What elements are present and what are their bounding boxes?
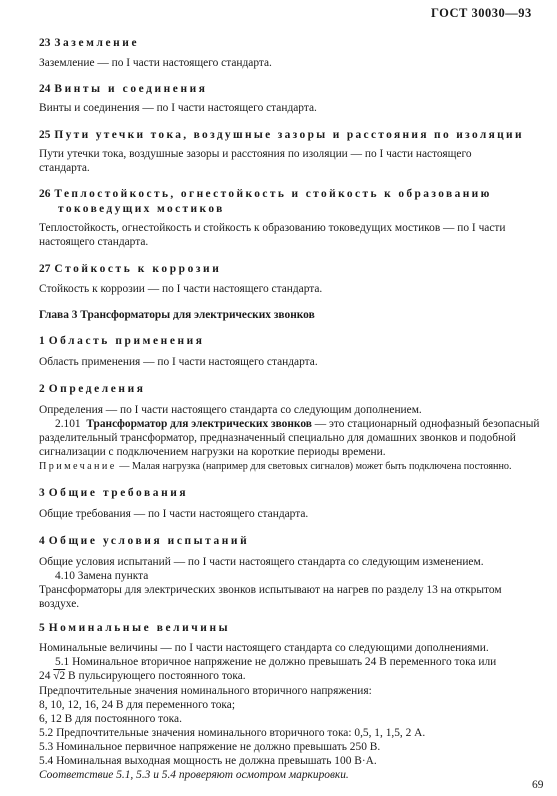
section-5-line-5: 8, 10, 12, 16, 24 В для переменного тока; [39,699,235,711]
chapter-section-5-heading [39,621,230,635]
section-number: 27 [39,263,51,275]
section-title: Область применения [48,335,205,347]
note-label: Примечание [39,461,117,472]
section-number: 26 [39,188,51,200]
definition-2-101-line-2: разделительный трансформатор, предназначенный специально для домашних звонков и подобной [39,432,516,444]
section-title: Определения [48,383,146,395]
note [39,460,512,474]
chapter-3-title: Глава 3 Трансформаторы для электрических звонков [39,309,315,321]
section-title: Стойкость к коррозии [54,263,222,275]
definition-term: Трансформатор для электрических звонков [86,418,312,430]
section-26-body-line-2: настоящего стандарта. [39,236,149,248]
section-25-body-line-2: стандарта. [39,162,90,174]
clause-4-10-text-line-2: воздухе. [39,598,80,610]
chapter-section-1-body: Область применения — по I части настоящего стандарта. [39,356,318,368]
section-24-body: Винты и соединения — по I части настоящего стандарта. [39,102,317,114]
voltage-rest: В пульсирующего постоянного тока. [65,670,246,682]
section-5-line-1: Номинальные величины — по I части настоящего стандарта со следующими дополнениями. [39,642,489,654]
section-5-compliance-note: Соответствие 5.1, 5.3 и 5.4 проверяют осмотром маркировки. [39,769,349,781]
section-number: 2 [39,383,45,395]
running-header: ГОСТ 30030—93 [431,6,532,20]
section-5-line-9: 5.4 Номинальная выходная мощность не должна превышать 100 В·А. [39,755,377,767]
section-5-line-2: 5.1 Номинальное вторичное напряжение не должно превышать 24 В переменного тока или [55,656,497,668]
chapter-section-2-body: Определения — по I части настоящего стандарта со следующим дополнением. [39,404,422,416]
section-25-body-line-1: Пути утечки тока, воздушные зазоры и расстояния по изоляции — по I части настоящего [39,148,472,160]
section-26-heading-line-2: токоведущих мостиков [58,203,225,215]
section-5-line-6: 6, 12 В для постоянного тока. [39,713,182,725]
page-number: 69 [532,779,544,791]
section-title: Пути утечки тока, воздушные зазоры и расстояния по изоляции [54,129,524,141]
chapter-section-2-heading [39,382,146,396]
section-number: 24 [39,83,51,95]
section-title: Номинальные величины [48,622,231,634]
definition-text: — это стационарный однофазный безопасный [311,418,540,430]
note-text: — Малая нагрузка (например для световых сигналов) может быть подключена постоянно. [116,461,512,472]
voltage-prefix: 24 [39,670,51,682]
section-27-heading [39,262,221,276]
chapter-section-4-heading [39,534,249,548]
section-number: 23 [39,37,51,49]
clause-4-10: 4.10 Замена пункта [55,570,149,582]
section-number: 3 [39,487,45,499]
chapter-section-1-heading [39,334,205,348]
section-5-line-8: 5.3 Номинальное первичное напряжение не должно превышать 250 В. [39,741,381,753]
section-title: Винты и соединения [54,83,208,95]
chapter-section-3-heading [39,486,188,500]
section-title: Общие условия испытаний [48,535,250,547]
section-24-heading [39,82,208,96]
section-5-line-7: 5.2 Предпочтительные значения номинального вторичного тока: 0,5, 1, 1,5, 2 А. [39,727,426,739]
section-number: 1 [39,335,45,347]
section-26-body-line-1: Теплостойкость, огнестойкость и стойкость к образованию токоведущих мостиков — по I части [39,222,506,234]
chapter-section-4-body: Общие условия испытаний — по I части настоящего стандарта со следующим изменением. [39,556,484,568]
section-25-heading [39,128,524,142]
section-27-body: Стойкость к коррозии — по I части настоящего стандарта. [39,283,323,295]
section-5-line-4: Предпочтительные значения номинального вторичного напряжения: [39,685,372,697]
clause-4-10-text-line-1: Трансформаторы для электрических звонков испытывают на нагрев по разделу 13 на открытом [39,584,502,596]
definition-2-101-line-1 [55,417,540,431]
definition-2-101-line-3: сигнализации с подключением нагрузки на короткие периоды времени. [39,446,386,458]
chapter-section-3-body: Общие требования — по I части настоящего стандарта. [39,508,309,520]
section-title-line-1: Теплостойкость, огнестойкость и стойкость к образованию [54,188,492,200]
section-number: 4 [39,535,45,547]
section-number: 25 [39,129,51,141]
section-number: 5 [39,622,45,634]
section-5-line-3 [39,669,246,683]
section-26-heading [39,187,492,201]
definition-number: 2.101 [55,418,81,430]
section-title: Заземление [54,37,140,49]
section-title: Общие требования [48,487,189,499]
section-23-heading [39,36,139,50]
section-23-body: Заземление — по I части настоящего стандарта. [39,57,272,69]
sqrt-two: √2 [53,670,66,682]
